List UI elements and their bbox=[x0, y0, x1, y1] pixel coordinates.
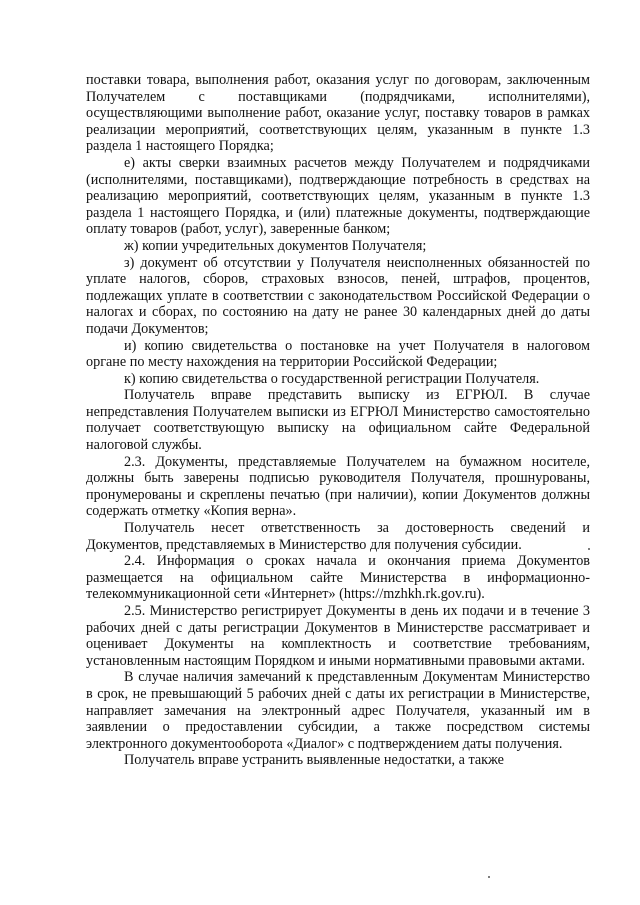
paragraph-remarks: В случае наличия замечаний к представленным Документам Министерство в срок, не превышающий 5 рабочих дней с даты их регистрации в Министерстве, направляет замечания на электронный адрес Получателя, указанный им в заявлении о предоставлении субсидии, а также посредством системы электронного документооборота «Диалог» с подтверждением даты получения. bbox=[86, 669, 590, 752]
paragraph-item-k: к) копию свидетельства о государственной регистрации Получателя. bbox=[124, 370, 540, 387]
paragraph-item-zh: ж) копии учредительных документов Получателя; bbox=[124, 237, 427, 254]
scan-speck bbox=[488, 876, 490, 878]
paragraph-egrul-extract: Получатель вправе представить выписку из ЕГРЮЛ. В случае непредставления Получателем выписки из ЕГРЮЛ Министерство самостоятельно получает соответствующую выписку на официальном сайте Федеральной налоговой службы. bbox=[86, 387, 590, 454]
paragraph-section-2-3: 2.3. Документы, представляемые Получателем на бумажном носителе, должны быть заверены подписью руководителя Получателя, прошнурованы, пронумерованы и скреплены печатью (при наличии), копии Документов должны содержать отметку «Копия верна». bbox=[86, 453, 590, 520]
paragraph-item-i: и) копию свидетельства о постановке на учет Получателя в налоговом органе по месту нахождения на территории Российской Федерации; bbox=[86, 337, 590, 371]
paragraph-item-e: е) акты сверки взаимных расчетов между Получателем и подрядчиками (исполнителями, поставщиками), подтверждающие потребность в средствах на реализацию мероприятий, соответствующих целям, указанным в пункте 1.3 раздела 1 настоящего Порядка, и (или) платежные документы, подтверждающие оплату товаров (работ, услуг), заверенные банком; bbox=[86, 154, 590, 238]
paragraph-responsibility: Получатель несет ответственность за достоверность сведений и Документов, представляемых в Министерство для получения субсидии. bbox=[86, 520, 590, 553]
paragraph-supply-contracts: поставки товара, выполнения работ, оказания услуг по договорам, заключенным Получателем с поставщиками (подрядчиками, исполнителями), осуществляющими выполнение работ, оказание услуг, поставку товаров в рамках реализации мероприятий, соответствующих целям, указанным в пункте 1.3 раздела 1 настоящего Порядка; bbox=[86, 72, 590, 155]
paragraph-section-2-4: 2.4. Информация о сроках начала и окончания приема Документов размещается на официальном сайте Министерства в информационно-телекоммуникационной сети «Интернет» (https://mzhkh.rk.gov.ru). bbox=[86, 553, 590, 603]
paragraph-item-z: з) документ об отсутствии у Получателя неисполненных обязанностей по уплате налогов, сборов, страховых взносов, пеней, штрафов, процентов, подлежащих уплате в соответствии с законодательством Российской Федерации о налогах и сборах, по состоянию на дату не ранее 30 календарных дней до даты подачи Документов; bbox=[86, 254, 590, 337]
paragraph-section-2-5: 2.5. Министерство регистрирует Документы в день их подачи и в течение 3 рабочих дней с даты регистрации Документов в Министерстве рассматривает и оценивает Документы на комплектность и соответствие требованиям, установленным настоящим Порядком и иными нормативными правовыми актами. bbox=[86, 603, 590, 669]
scan-speck bbox=[588, 548, 590, 550]
paragraph-fix-deficiencies: Получатель вправе устранить выявленные недостатки, а также bbox=[124, 752, 504, 769]
